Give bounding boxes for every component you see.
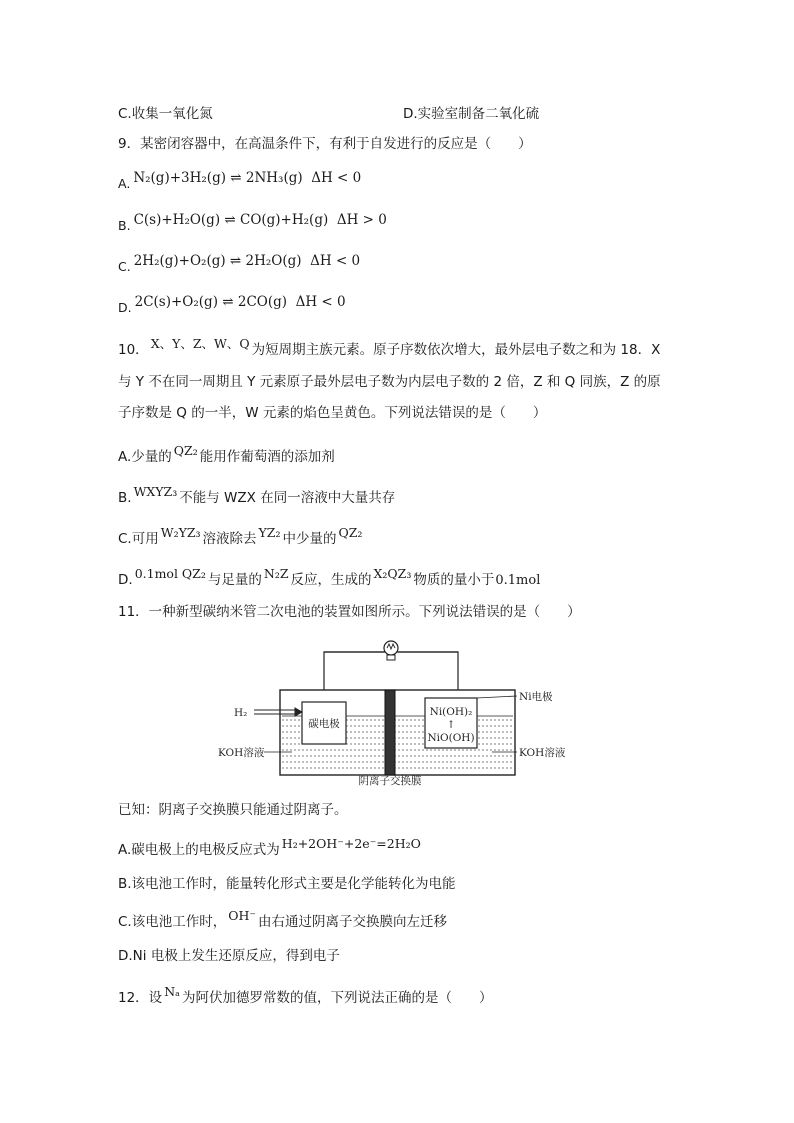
option-text: C.该电池工作时， (118, 914, 227, 930)
q10-stem-line2: 与 Y 不在同一周期且 Y 元素原子最外层电子数为内层电子数的 2 倍，Z 和 Q 同族，Z 的原 (118, 374, 661, 390)
option-text: 反应，生成的 (290, 572, 372, 588)
electrode-equation: H₂+2OH⁻+2e⁻=2H₂O (281, 836, 421, 851)
formula: N₂Z (263, 566, 289, 581)
formula: W₂YZ₃ (160, 525, 201, 540)
option-text: B. (118, 490, 132, 506)
q9-option-d (118, 292, 346, 315)
q10-stem-line1 (118, 336, 661, 360)
q11-option-c (118, 908, 447, 932)
q10-option-d (118, 566, 541, 591)
option-text: 与足量的 (207, 572, 262, 588)
option-text: 溶液除去 (202, 531, 257, 547)
q11-option-d: D.Ni 电极上发生还原反应，得到电子 (118, 948, 340, 964)
q10-option-a (118, 443, 335, 467)
option-text: 不能与 WZX 在同一溶液中大量共存 (179, 490, 396, 506)
option-text: 能用作葡萄酒的添加剂 (199, 449, 335, 465)
option-text: 由右通过阴离子交换膜向左迁移 (257, 914, 447, 930)
element-symbols: X、Y、Z、W、Q (150, 336, 250, 351)
h2-label: H₂ (234, 707, 248, 719)
light-bulb-icon (384, 641, 398, 660)
stem-text: 12．设 (118, 990, 163, 1006)
avogadro-symbol: Nₐ (164, 984, 180, 999)
option-letter: A. (118, 176, 131, 191)
q11-option-b: B.该电池工作时，能量转化形式主要是化学能转化为电能 (118, 876, 456, 892)
enthalpy-change: ΔH < 0 (295, 294, 346, 310)
option-text: C.可用 (118, 531, 159, 547)
ion-formula: OH⁻ (228, 908, 256, 923)
option-text: 中少量的 (282, 531, 337, 547)
q9-stem: 9．某密闭容器中，在高温条件下，有利于自发进行的反应是（ ） (118, 136, 532, 152)
carbon-electrode-label: 碳电极 (308, 718, 340, 730)
koh-right-label: KOH溶液 (519, 747, 566, 759)
option-letter: C. (118, 259, 131, 274)
q8-option-c: C.收集一氧化氮 (118, 106, 213, 122)
stem-text: 为阿伏加德罗常数的值，下列说法正确的是（ ） (181, 990, 493, 1006)
q8-option-d: D.实验室制备二氧化硫 (403, 106, 540, 122)
option-text: A.少量的 (118, 449, 172, 465)
battery-diagram (218, 640, 580, 787)
option-letter: D. (118, 300, 132, 315)
q9-option-c (118, 251, 361, 274)
question-number: 10． (118, 342, 149, 358)
ni-oh2-label: Ni(OH)₂ (429, 706, 473, 718)
q9-option-a (118, 168, 362, 191)
option-text: A.碳电极上的电极反应式为 (118, 842, 280, 858)
reaction-equation: 2H₂(g)+O₂(g) ⇌ 2H₂O(g) (133, 253, 302, 269)
stem-text: 为短周期主族元素。原子序数依次增大，最外层电子数之和为 18．X (251, 342, 661, 358)
enthalpy-change: ΔH > 0 (336, 212, 387, 228)
enthalpy-change: ΔH < 0 (310, 253, 361, 269)
option-text: D. (118, 572, 133, 588)
q12-stem (118, 984, 493, 1008)
q11-option-a (118, 836, 423, 860)
formula: X₂QZ₃ (373, 566, 412, 581)
q11-known: 已知：阴离子交换膜只能通过阴离子。 (118, 802, 348, 818)
koh-left-label: KOH溶液 (218, 747, 265, 759)
formula: QZ₂ (173, 443, 198, 458)
ni-electrode-label: Ni电极 (519, 691, 553, 703)
niooh-label: NiO(OH) (427, 732, 475, 744)
enthalpy-change: ΔH < 0 (311, 170, 362, 186)
reaction-equation: C(s)+H₂O(g) ⇌ CO(g)+H₂(g) (133, 212, 329, 228)
h2-inlet-arrow-icon (254, 708, 302, 716)
q9-option-b (118, 210, 387, 233)
membrane-label: 阴离子交换膜 (358, 775, 422, 787)
q10-option-c (118, 525, 364, 549)
formula: WXYZ₃ (133, 484, 178, 499)
q11-stem: 11．一种新型碳纳米管二次电池的装置如图所示。下列说法错误的是（ ） (118, 604, 581, 620)
formula: 0.1mol QZ₂ (134, 566, 206, 581)
reaction-equation: 2C(s)+O₂(g) ⇌ 2CO(g) (134, 294, 288, 310)
anion-exchange-membrane (385, 690, 395, 775)
reaction-equation: N₂(g)+3H₂(g) ⇌ 2NH₃(g) (133, 170, 303, 186)
formula: 0.1mol (495, 573, 541, 588)
option-letter: B. (118, 218, 131, 233)
formula: YZ₂ (258, 525, 281, 540)
reaction-arrow: ↑ (446, 719, 456, 731)
q10-stem-line3: 子序数是 Q 的一半，W 元素的焰色呈黄色。下列说法错误的是（ ） (118, 405, 547, 421)
formula: QZ₂ (338, 525, 363, 540)
option-text: 物质的量小于 (413, 572, 495, 588)
q10-option-b (118, 484, 396, 508)
